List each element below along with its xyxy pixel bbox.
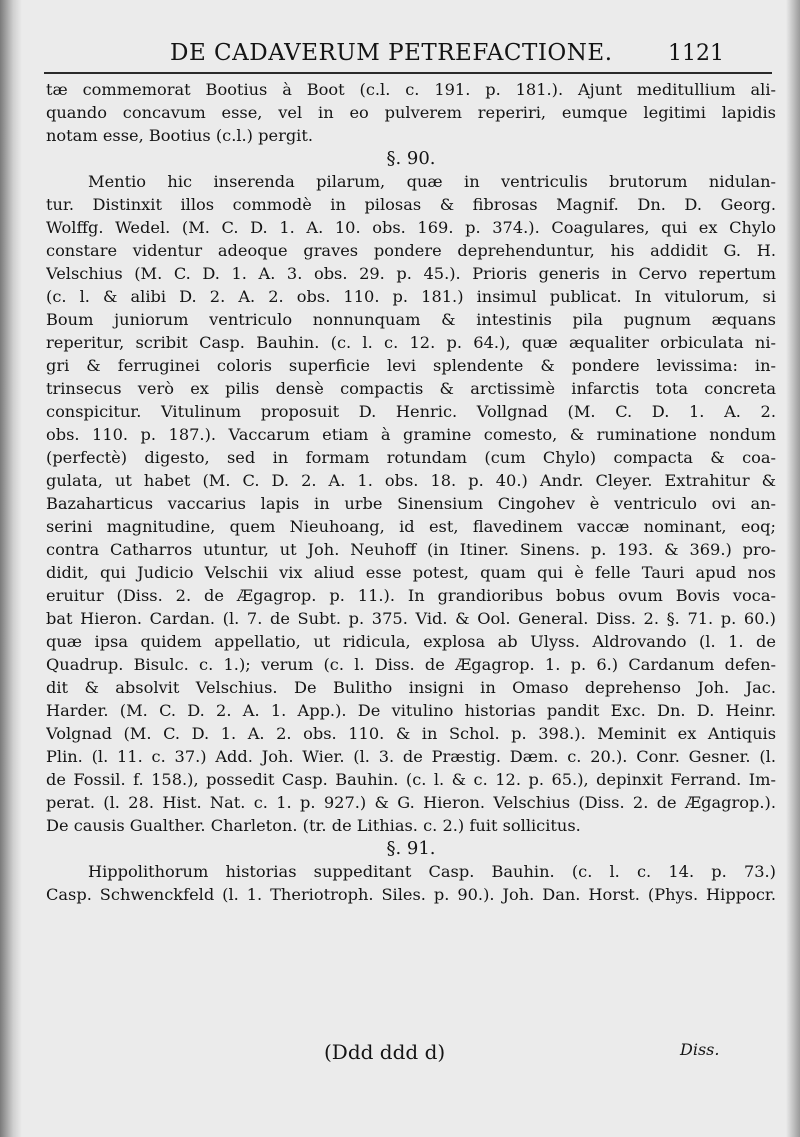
text-line: tur. Distinxit illos commodè in pilosas & fibrosas Magnif. Dn. D. Georg.	[46, 195, 776, 214]
page-number: 1121	[668, 41, 724, 66]
signature-mark: (Ddd ddd d)	[324, 1040, 446, 1064]
text-line: Wolffg. Wedel. (M. C. D. 1. A. 10. obs. 169. p. 374.). Coagulares, qui ex Chylo	[46, 218, 776, 237]
text-line: Harder. (M. C. D. 2. A. 1. App.). De vitulino historias pandit Exc. Dn. D. Heinr.	[46, 701, 776, 720]
text-line: trinsecus verò ex pilis densè compactis & arctissimè infarctis tota concreta	[46, 379, 776, 398]
text-line: Volgnad (M. C. D. 1. A. 2. obs. 110. & in Schol. p. 398.). Meminit ex Antiquis	[46, 724, 776, 743]
text-line: Casp. Schwenckfeld (l. 1. Theriotroph. Siles. p. 90.). Joh. Dan. Horst. (Phys. Hippocr.	[46, 885, 776, 904]
text-line: (perfectè) digesto, sed in formam rotundam (cum Chylo) compacta & coa-	[46, 448, 776, 467]
text-line: eruitur (Diss. 2. de Ægagrop. p. 11.). In grandioribus bobus ovum Bovis voca-	[46, 586, 776, 605]
text-line: conspicitur. Vitulinum proposuit D. Henric. Vollgnad (M. C. D. 1. A. 2.	[46, 402, 776, 421]
text-line: Quadrup. Bisulc. c. 1.); verum (c. l. Diss. de Ægagrop. 1. p. 6.) Cardanum defen-	[46, 655, 776, 674]
text-line: constare videntur adeoque graves pondere deprehenduntur, his addidit G. H.	[46, 241, 776, 260]
text-line: Bazaharticus vaccarius lapis in urbe Sinensium Cingohev è ventriculo ovi an-	[46, 494, 776, 513]
text-line: didit, qui Judicio Velschii vix aliud esse potest, quam qui è felle Tauri apud nos	[46, 563, 776, 582]
text-line: quando concavum esse, vel in eo pulverem reperiri, eumque legitimi lapidis	[46, 103, 776, 122]
section-heading: §. 90.	[386, 148, 436, 169]
text-line: serini magnitudine, quem Nieuhoang, id est, flavedinem vaccæ nominant, eoq;	[46, 517, 776, 536]
text-line: Mentio hic inserenda pilarum, quæ in ventriculis brutorum nidulan-	[88, 172, 776, 191]
body-text	[46, 78, 776, 906]
text-line: de Fossil. f. 158.), possedit Casp. Bauhin. (c. l. & c. 12. p. 65.), depinxit Ferrand. Im-	[46, 770, 776, 789]
text-line: Plin. (l. 11. c. 37.) Add. Joh. Wier. (l. 3. de Præstig. Dæm. c. 20.). Conr. Gesner. (l.	[46, 747, 776, 766]
text-line: (c. l. & alibi D. 2. A. 2. obs. 110. p. 181.) insimul publicat. In vitulorum, si	[46, 287, 776, 306]
text-line: tæ commemorat Bootius à Boot (c.l. c. 191. p. 181.). Ajunt meditullium ali-	[46, 80, 776, 99]
text-line: Boum juniorum ventriculo nonnunquam & intestinis pila pugnum æquans	[46, 310, 776, 329]
section-heading: §. 91.	[386, 838, 436, 859]
text-line: contra Catharros utuntur, ut Joh. Neuhoff (in Itiner. Sinens. p. 193. & 369.) pro-	[46, 540, 776, 559]
page-edge-shadow	[786, 0, 800, 1137]
catchword: Diss.	[680, 1040, 720, 1059]
text-line: Velschius (M. C. D. 1. A. 3. obs. 29. p. 45.). Prioris generis in Cervo repertum	[46, 264, 776, 283]
text-line: dit & absolvit Velschius. De Bulitho insigni in Omaso deprehenso Joh. Jac.	[46, 678, 776, 697]
text-line: obs. 110. p. 187.). Vaccarum etiam à gramine comesto, & ruminatione nondum	[46, 425, 776, 444]
text-line: bat Hieron. Cardan. (l. 7. de Subt. p. 375. Vid. & Ool. General. Diss. 2. §. 71. p. 60.)	[46, 609, 776, 628]
running-head: DE CADAVERUM PETREFACTIONE.	[170, 40, 613, 66]
header-rule	[44, 72, 772, 74]
page-gutter-shadow	[0, 0, 22, 1137]
text-line: quæ ipsa quidem appellatio, ut ridicula, explosa ab Ulyss. Aldrovando (l. 1. de	[46, 632, 776, 651]
text-line: Hippolithorum historias suppeditant Casp. Bauhin. (c. l. c. 14. p. 73.)	[88, 862, 776, 881]
text-line: perat. (l. 28. Hist. Nat. c. 1. p. 927.) & G. Hieron. Velschius (Diss. 2. de Ægagrop.).	[46, 793, 776, 812]
text-line: gulata, ut habet (M. C. D. 2. A. 1. obs. 18. p. 40.) Andr. Cleyer. Extrahitur &	[46, 471, 776, 490]
text-line: notam esse, Bootius (c.l.) pergit.	[46, 126, 314, 145]
text-line: De causis Gualther. Charleton. (tr. de Lithias. c. 2.) fuit sollicitus.	[46, 816, 581, 835]
text-line: reperitur, scribit Casp. Bauhin. (c. l. c. 12. p. 64.), quæ æqualiter orbiculata ni-	[46, 333, 776, 352]
text-line: gri & ferruginei coloris superficie levi splendente & pondere levissima: in-	[46, 356, 776, 375]
